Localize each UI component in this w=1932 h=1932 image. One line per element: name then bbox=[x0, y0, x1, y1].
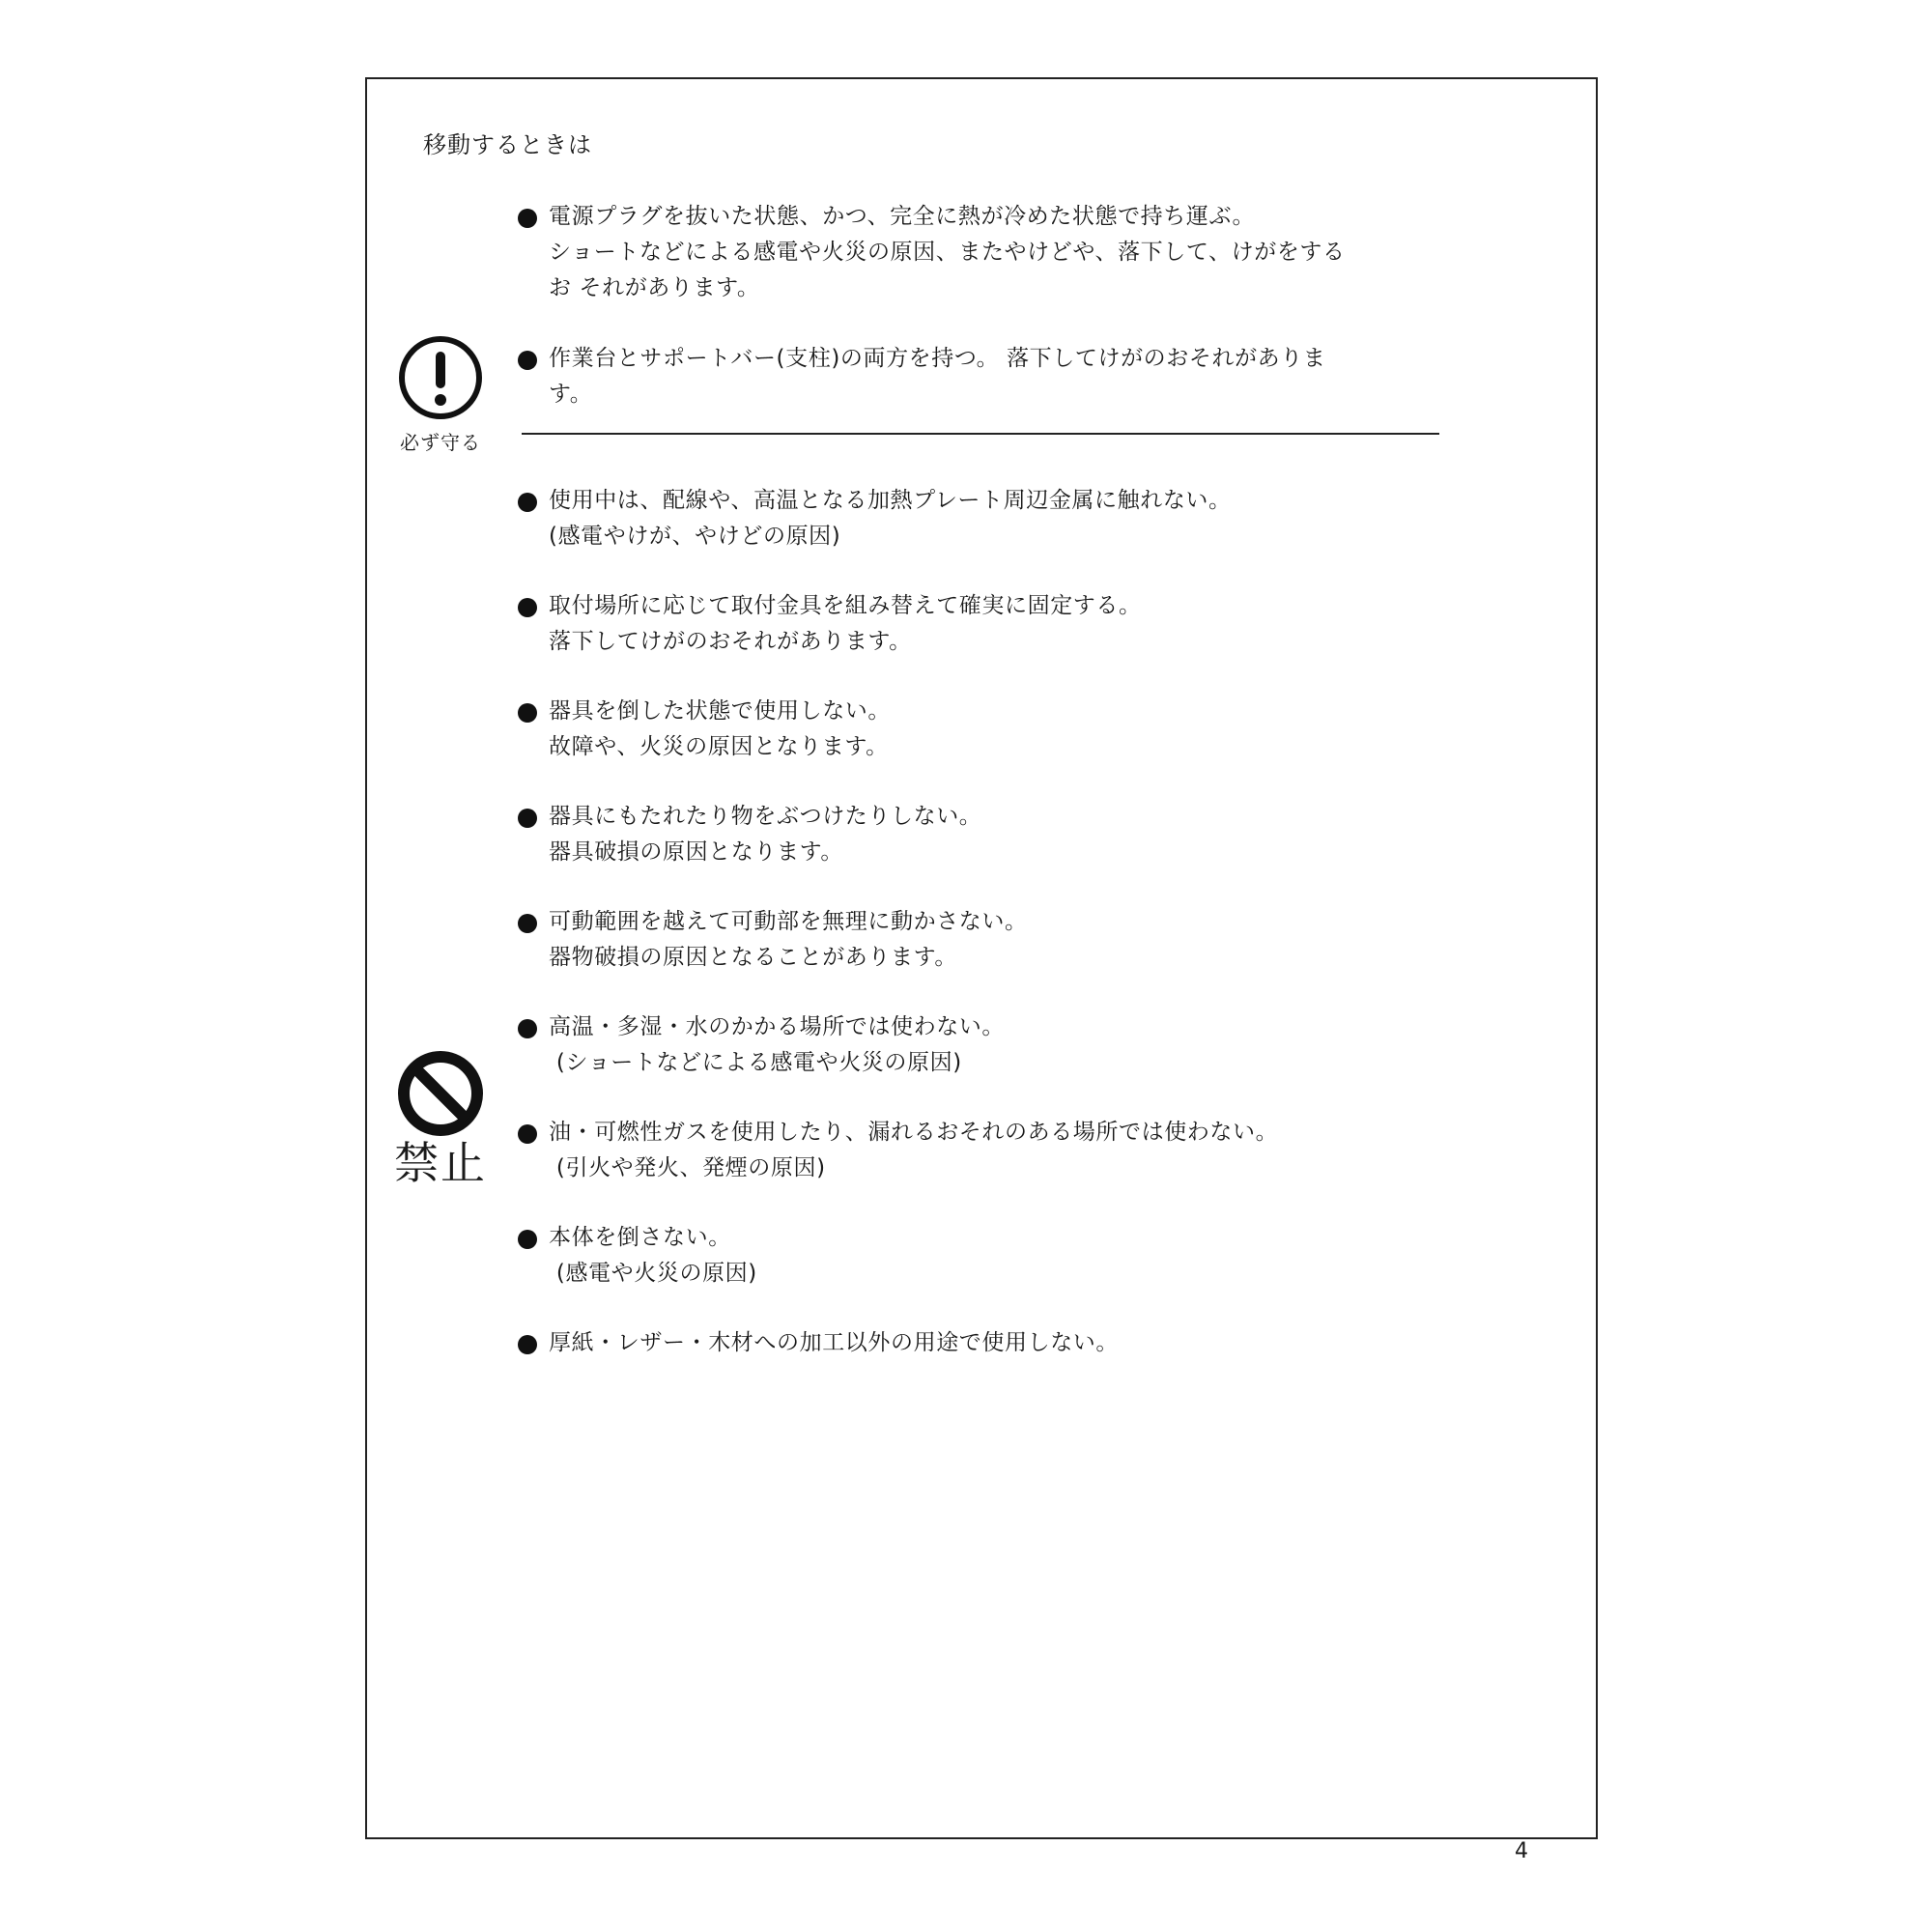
list-item bbox=[518, 1115, 1445, 1186]
bullet-icon bbox=[518, 703, 537, 723]
list-item bbox=[518, 694, 1445, 765]
bullet-icon bbox=[518, 351, 537, 370]
item-text: 可動範囲を越えて可動部を無理に動かさない。 bbox=[549, 909, 1028, 934]
must-follow-marker bbox=[394, 334, 487, 455]
item-text: ショートなどによる感電や火災の原因、またやけどや、落下して、けがをする bbox=[549, 240, 1346, 265]
list-item bbox=[518, 341, 1445, 412]
prohibition-icon bbox=[396, 1049, 485, 1138]
item-text: 器物破損の原因となることがあります。 bbox=[549, 945, 957, 970]
bullet-icon bbox=[518, 1230, 537, 1249]
mandatory-list bbox=[518, 199, 1445, 447]
list-item bbox=[518, 904, 1445, 976]
item-text: 油・可燃性ガスを使用したり、漏れるおそれのある場所では使わない。 bbox=[549, 1120, 1279, 1145]
item-text: 高温・多湿・水のかかる場所では使わない。 bbox=[549, 1014, 1005, 1039]
list-item bbox=[518, 1220, 1445, 1292]
item-text: (感電や火災の原因) bbox=[549, 1261, 757, 1286]
bullet-icon bbox=[518, 1335, 537, 1354]
exclamation-circle-icon bbox=[397, 334, 484, 421]
item-text: 使用中は、配線や、高温となる加熱プレート周辺金属に触れない。 bbox=[549, 488, 1232, 513]
item-text: 作業台とサポートバー(支柱)の両方を持つ。 落下してけがのおそれがありま bbox=[549, 346, 1326, 371]
section-title: 移動するときは bbox=[423, 131, 592, 158]
item-text: (引火や発火、発煙の原因) bbox=[549, 1155, 826, 1180]
item-text: す。 bbox=[549, 382, 593, 407]
item-text: 取付場所に応じて取付金具を組み替えて確実に固定する。 bbox=[549, 593, 1142, 618]
item-text: (ショートなどによる感電や火災の原因) bbox=[549, 1050, 962, 1075]
list-item bbox=[518, 483, 1445, 554]
bullet-icon bbox=[518, 493, 537, 512]
item-text: 器具にもたれたり物をぶつけたりしない。 bbox=[549, 804, 982, 829]
bullet-icon bbox=[518, 209, 537, 228]
item-text: 器具破損の原因となります。 bbox=[549, 839, 843, 865]
bullet-icon bbox=[518, 809, 537, 828]
list-item bbox=[518, 199, 1445, 306]
item-text: 電源プラグを抜いた状態、かつ、完全に熱が冷めた状態で持ち運ぶ。 bbox=[549, 204, 1256, 229]
list-item bbox=[518, 1009, 1445, 1081]
must-follow-caption: 必ず守る bbox=[400, 431, 481, 454]
list-item bbox=[518, 799, 1445, 870]
prohibited-marker bbox=[394, 1049, 487, 1188]
page-number: 4 bbox=[1515, 1839, 1528, 1863]
bullet-icon bbox=[518, 598, 537, 617]
bullet-icon bbox=[518, 1124, 537, 1144]
bullet-icon bbox=[518, 914, 537, 933]
item-text: お それがあります。 bbox=[549, 275, 760, 300]
item-text: 故障や、火災の原因となります。 bbox=[549, 734, 889, 759]
item-text: 落下してけがのおそれがあります。 bbox=[549, 629, 912, 654]
item-text: 器具を倒した状態で使用しない。 bbox=[549, 698, 891, 724]
item-text: 厚紙・レザー・木材への加工以外の用途で使用しない。 bbox=[549, 1330, 1119, 1355]
bullet-icon bbox=[518, 1019, 537, 1038]
item-text: (感電やけが、やけどの原因) bbox=[549, 524, 841, 549]
list-item bbox=[518, 1325, 1445, 1361]
prohibited-list bbox=[518, 483, 1445, 1395]
prohibited-caption: 禁止 bbox=[394, 1137, 487, 1189]
section-divider bbox=[522, 433, 1439, 435]
item-text: 本体を倒さない。 bbox=[549, 1225, 731, 1250]
list-item bbox=[518, 588, 1445, 660]
